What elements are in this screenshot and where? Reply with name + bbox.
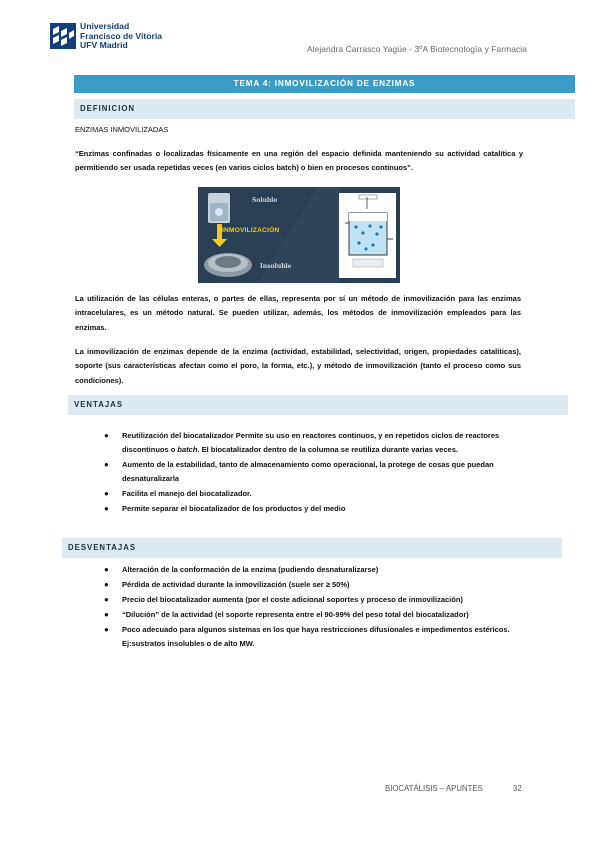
section-ventajas: VENTAJAS (68, 395, 568, 415)
section-desventajas: DESVENTAJAS (62, 538, 562, 558)
page-title: TEMA 4: INMOVILIZACIÓN DE ENZIMAS (74, 75, 575, 93)
logo-line-3: UFV Madrid (80, 40, 128, 50)
list-item: ● Pérdida de actividad durante la inmovilización (suele ser ≥ 50%) (100, 578, 520, 592)
definicion-quote: “Enzimas confinadas o localizadas físicamente en una región del espacio definida manteniendo su actividad catalítica y permitiendo ser usada repetidas veces (en varios ciclos batch) o bien en procesos continuos”. (75, 149, 523, 173)
bullet-icon: ● (104, 595, 109, 604)
list-item: ● Aumento de la estabilidad, tanto de almacenamiento como operacional, la protege de cosas que puedan desnaturalizarla (104, 460, 494, 483)
bullet-icon: ● (104, 460, 109, 469)
definicion-paragraph-2: La inmovilización de enzimas depende de la enzima (actividad, estabilidad, selectividad, origen, propiedades catalíticas), soporte (sus características afectan como el poro, la forma, etc.), y método de inmovilización (tanto el proceso como sus condiciones). (75, 347, 521, 385)
bullet-icon: ● (104, 489, 109, 498)
bullet-icon: ● (104, 610, 109, 619)
reactor-diagram (339, 193, 396, 278)
list-item: ● Reutilización del biocatalizador Permite su uso en reactores continuos, y en repetidos ciclos de reactores discontinuos o batch. El biocatalizador dentro de la columna se reutiliza durante varias veces. (104, 431, 500, 454)
list-item: ● Facilita el manejo del biocatalizador. (100, 487, 520, 501)
bullet-icon: ● (104, 580, 109, 589)
definicion-subheading: ENZIMAS INMOVILIZADAS (75, 125, 169, 134)
bullet-icon: ● (104, 431, 109, 440)
bullet-icon: ● (104, 504, 109, 513)
list-item: ● Poco adecuado para algunos sistemas en los que haya restricciones difusionales e impedimentos estéricos. Ej:sustratos insolubles o de alto MW. (104, 625, 510, 648)
immobilization-figure (198, 187, 400, 283)
definicion-paragraph-1: La utilización de las células enteras, o partes de ellas, representa por sí un método de inmovilización para las enzimas intracelulares, es un método natural. Se pueden utilizar, además, los métodos de inmovilización empleados para las enzimas. (75, 294, 521, 332)
university-logo (50, 22, 162, 51)
author-header: Alejandra Carrasco Yagüe - 3ºA Biotecnología y Farmacia (306, 44, 527, 54)
bullet-icon: ● (104, 625, 109, 634)
page-number: 32 (513, 784, 522, 793)
desventajas-list (100, 563, 520, 652)
list-item: ● Precio del biocatalizador aumenta (por el coste adicional soportes y proceso de inmovilización) (100, 593, 520, 607)
list-item: ● Permite separar el biocatalizador de los productos y del medio (100, 502, 520, 516)
insoluble-label: Insoluble (260, 263, 292, 270)
footer-label: BIOCATÁLISIS – APUNTES (385, 784, 483, 793)
ventajas-list (100, 429, 520, 517)
list-item: ● “Dilución” de la actividad (el soporte representa entre el 90-99% del peso total del biocatalizador) (100, 608, 520, 622)
list-item: ● Alteración de la conformación de la enzima (pudiendo desnaturalizarse) (100, 563, 520, 577)
soluble-label: Soluble (252, 197, 278, 204)
logo-line-1: Universidad (80, 21, 130, 31)
bullet-icon: ● (104, 565, 109, 574)
section-definicion: DEFINICION (74, 99, 575, 119)
inmovilizacion-label: INMOVILIZACIÓN (222, 227, 280, 234)
logo-line-2: Francisco de Vitoria (80, 30, 162, 41)
ufv-logo-icon (50, 23, 76, 49)
